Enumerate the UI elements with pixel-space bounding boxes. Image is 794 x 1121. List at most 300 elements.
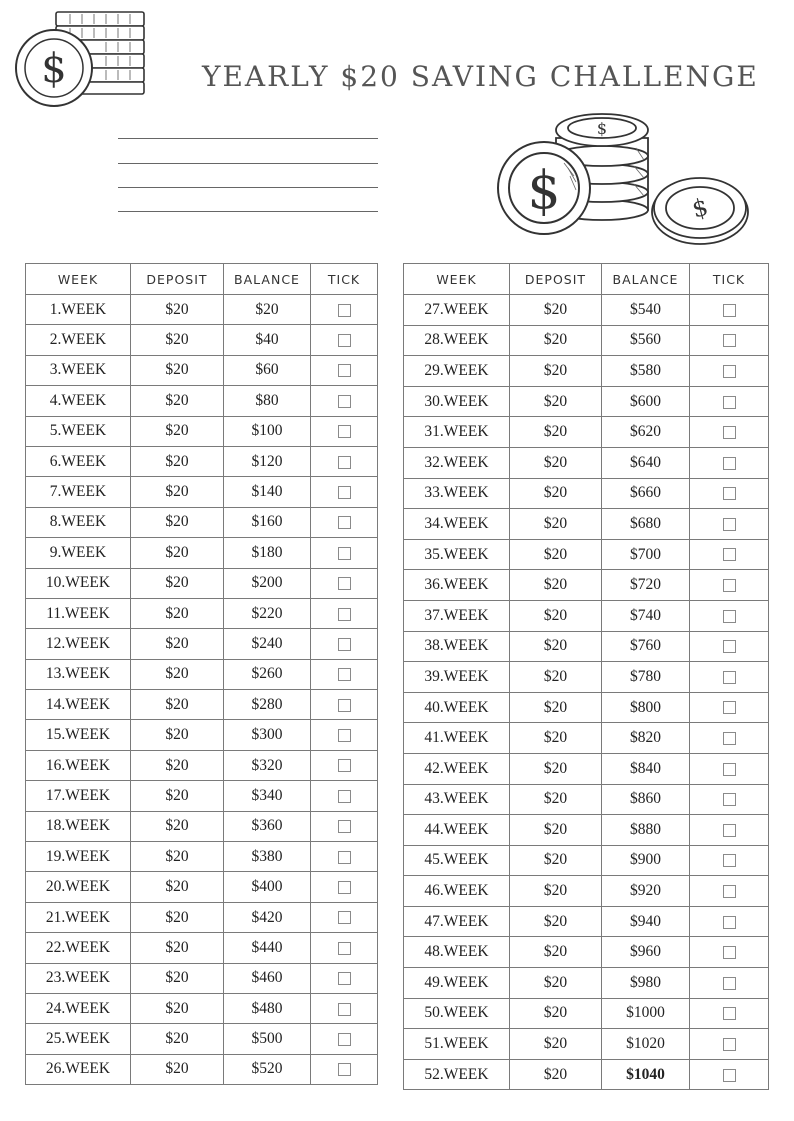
- balance-cell: $380: [224, 842, 311, 872]
- balance-cell: $1020: [602, 1029, 690, 1060]
- deposit-cell: $20: [510, 539, 602, 570]
- balance-cell: $980: [602, 968, 690, 999]
- table-row: [404, 815, 769, 846]
- week-cell: 13.WEEK: [26, 659, 131, 689]
- page-title: YEARLY $20 SAVING CHALLENGE: [202, 60, 759, 93]
- deposit-cell: $20: [131, 507, 224, 537]
- tick-cell: [311, 446, 378, 476]
- tick-cell: [690, 600, 769, 631]
- checkbox-icon[interactable]: [723, 916, 736, 929]
- deposit-cell: $20: [510, 845, 602, 876]
- tick-cell: [690, 570, 769, 601]
- deposit-cell: $20: [131, 568, 224, 598]
- table-row: [404, 325, 769, 356]
- checkbox-icon[interactable]: [723, 1069, 736, 1082]
- week-cell: 6.WEEK: [26, 446, 131, 476]
- table-row: [404, 478, 769, 509]
- tick-cell: [311, 781, 378, 811]
- checkbox-icon[interactable]: [723, 304, 736, 317]
- tick-cell: [690, 937, 769, 968]
- week-header: WEEK: [26, 264, 131, 295]
- balance-cell: $620: [602, 417, 690, 448]
- deposit-cell: $20: [510, 570, 602, 601]
- week-cell: 30.WEEK: [404, 386, 510, 417]
- tick-cell: [311, 811, 378, 841]
- checkbox-icon[interactable]: [723, 396, 736, 409]
- table-row: [26, 750, 378, 780]
- tick-cell: [311, 295, 378, 325]
- week-cell: 27.WEEK: [404, 295, 510, 326]
- week-cell: 4.WEEK: [26, 386, 131, 416]
- deposit-cell: $20: [510, 815, 602, 846]
- checkbox-icon[interactable]: [723, 610, 736, 623]
- deposit-cell: $20: [131, 386, 224, 416]
- week-cell: 9.WEEK: [26, 538, 131, 568]
- table-row: [26, 781, 378, 811]
- deposit-cell: $20: [131, 659, 224, 689]
- checkbox-icon[interactable]: [338, 881, 351, 894]
- tick-cell: [690, 325, 769, 356]
- tick-cell: [690, 662, 769, 693]
- tick-cell: [690, 478, 769, 509]
- deposit-cell: $20: [131, 750, 224, 780]
- tick-cell: [311, 325, 378, 355]
- savings-table-left: [25, 263, 378, 1085]
- tick-cell: [690, 815, 769, 846]
- balance-cell: $680: [602, 509, 690, 540]
- balance-cell: $340: [224, 781, 311, 811]
- checkbox-icon[interactable]: [723, 1038, 736, 1051]
- table-row: [26, 629, 378, 659]
- table-row: [26, 690, 378, 720]
- tick-cell: [311, 933, 378, 963]
- checkbox-icon[interactable]: [338, 395, 351, 408]
- table-row: [404, 662, 769, 693]
- checkbox-icon[interactable]: [723, 487, 736, 500]
- table-row: [404, 784, 769, 815]
- checkbox-icon[interactable]: [723, 977, 736, 990]
- checkbox-icon[interactable]: [338, 1033, 351, 1046]
- balance-cell: $360: [224, 811, 311, 841]
- table-row: [26, 1024, 378, 1054]
- table-row: [26, 902, 378, 932]
- table-row: [404, 723, 769, 754]
- balance-cell: $400: [224, 872, 311, 902]
- checkbox-icon[interactable]: [338, 1063, 351, 1076]
- checkbox-icon[interactable]: [723, 426, 736, 439]
- balance-cell: $300: [224, 720, 311, 750]
- checkbox-icon[interactable]: [338, 304, 351, 317]
- balance-cell: $20: [224, 295, 311, 325]
- tick-cell: [311, 568, 378, 598]
- week-cell: 35.WEEK: [404, 539, 510, 570]
- week-cell: 15.WEEK: [26, 720, 131, 750]
- balance-cell: $540: [602, 295, 690, 326]
- tick-cell: [690, 906, 769, 937]
- tick-cell: [690, 447, 769, 478]
- svg-text:$: $: [596, 119, 608, 138]
- checkbox-icon[interactable]: [338, 851, 351, 864]
- year-field[interactable]: [118, 163, 378, 164]
- balance-cell: $280: [224, 690, 311, 720]
- checkbox-icon[interactable]: [338, 547, 351, 560]
- week-header: WEEK: [404, 264, 510, 295]
- table-row: [26, 598, 378, 628]
- checkbox-icon[interactable]: [723, 824, 736, 837]
- table-row: [404, 447, 769, 478]
- deposit-header: DEPOSIT: [510, 264, 602, 295]
- deposit-cell: $20: [131, 1024, 224, 1054]
- deposit-cell: $20: [510, 447, 602, 478]
- week-cell: 51.WEEK: [404, 1029, 510, 1060]
- coin-stack-icon: [10, 8, 150, 108]
- end-date-field[interactable]: [118, 187, 378, 188]
- table-row: [26, 1054, 378, 1084]
- deposit-cell: $20: [131, 446, 224, 476]
- week-cell: 7.WEEK: [26, 477, 131, 507]
- total-saved-field[interactable]: [118, 211, 378, 212]
- week-cell: 50.WEEK: [404, 998, 510, 1029]
- checkbox-icon[interactable]: [338, 638, 351, 651]
- table-row: [26, 963, 378, 993]
- table-row: [404, 876, 769, 907]
- checkbox-icon[interactable]: [723, 885, 736, 898]
- tick-cell: [311, 386, 378, 416]
- deposit-cell: $20: [510, 723, 602, 754]
- tick-header: TICK: [311, 264, 378, 295]
- deposit-cell: $20: [510, 1029, 602, 1060]
- balance-cell: $40: [224, 325, 311, 355]
- tick-cell: [311, 690, 378, 720]
- deposit-cell: $20: [131, 963, 224, 993]
- week-cell: 11.WEEK: [26, 598, 131, 628]
- tick-cell: [311, 416, 378, 446]
- balance-cell: $920: [602, 876, 690, 907]
- balance-cell: $100: [224, 416, 311, 446]
- checkbox-icon[interactable]: [338, 820, 351, 833]
- tick-header: TICK: [690, 264, 769, 295]
- deposit-cell: $20: [510, 631, 602, 662]
- deposit-cell: $20: [131, 872, 224, 902]
- table-row: [404, 600, 769, 631]
- deposit-cell: $20: [131, 811, 224, 841]
- coins-illustration-icon: [496, 108, 752, 246]
- deposit-cell: $20: [131, 477, 224, 507]
- checkbox-icon[interactable]: [723, 701, 736, 714]
- week-cell: 48.WEEK: [404, 937, 510, 968]
- balance-cell: $260: [224, 659, 311, 689]
- week-cell: 33.WEEK: [404, 478, 510, 509]
- checkbox-icon[interactable]: [723, 518, 736, 531]
- week-cell: 5.WEEK: [26, 416, 131, 446]
- table-row: [404, 417, 769, 448]
- week-cell: 20.WEEK: [26, 872, 131, 902]
- balance-cell: $660: [602, 478, 690, 509]
- checkbox-icon[interactable]: [723, 793, 736, 806]
- tick-cell: [690, 539, 769, 570]
- week-cell: 23.WEEK: [26, 963, 131, 993]
- week-cell: 3.WEEK: [26, 355, 131, 385]
- week-cell: 12.WEEK: [26, 629, 131, 659]
- deposit-cell: $20: [510, 784, 602, 815]
- balance-cell: $580: [602, 356, 690, 387]
- table-row: [26, 720, 378, 750]
- balance-cell: $520: [224, 1054, 311, 1084]
- tick-cell: [311, 477, 378, 507]
- checkbox-icon[interactable]: [723, 548, 736, 561]
- balance-cell: $500: [224, 1024, 311, 1054]
- table-row: [26, 811, 378, 841]
- tick-cell: [311, 842, 378, 872]
- balance-cell: $480: [224, 993, 311, 1023]
- table-row: [26, 659, 378, 689]
- table-row: [404, 1059, 769, 1090]
- balance-cell: $760: [602, 631, 690, 662]
- table-row: [26, 416, 378, 446]
- table-row: [26, 477, 378, 507]
- checkbox-icon[interactable]: [338, 456, 351, 469]
- tick-cell: [311, 1024, 378, 1054]
- balance-cell: $720: [602, 570, 690, 601]
- balance-cell: $1040: [602, 1059, 690, 1090]
- balance-header: BALANCE: [224, 264, 311, 295]
- deposit-cell: $20: [510, 356, 602, 387]
- week-cell: 18.WEEK: [26, 811, 131, 841]
- week-cell: 44.WEEK: [404, 815, 510, 846]
- balance-cell: $180: [224, 538, 311, 568]
- balance-cell: $440: [224, 933, 311, 963]
- checkbox-icon[interactable]: [338, 699, 351, 712]
- week-cell: 22.WEEK: [26, 933, 131, 963]
- table-row: [404, 998, 769, 1029]
- svg-text:$: $: [41, 46, 67, 92]
- week-cell: 34.WEEK: [404, 509, 510, 540]
- table-row: [404, 753, 769, 784]
- table-row: [404, 539, 769, 570]
- week-cell: 25.WEEK: [26, 1024, 131, 1054]
- checkbox-icon[interactable]: [338, 759, 351, 772]
- deposit-cell: $20: [131, 842, 224, 872]
- table-row: [404, 1029, 769, 1060]
- checkbox-icon[interactable]: [723, 854, 736, 867]
- tick-cell: [311, 750, 378, 780]
- balance-cell: $160: [224, 507, 311, 537]
- checkbox-icon[interactable]: [338, 790, 351, 803]
- table-row: [26, 933, 378, 963]
- svg-text:$: $: [527, 161, 561, 221]
- deposit-cell: $20: [510, 386, 602, 417]
- table-row: [26, 446, 378, 476]
- checkbox-icon[interactable]: [723, 671, 736, 684]
- week-cell: 42.WEEK: [404, 753, 510, 784]
- table-row: [404, 631, 769, 662]
- week-cell: 16.WEEK: [26, 750, 131, 780]
- balance-cell: $420: [224, 902, 311, 932]
- tick-cell: [690, 386, 769, 417]
- deposit-cell: $20: [131, 295, 224, 325]
- checkbox-icon[interactable]: [338, 1003, 351, 1016]
- tick-cell: [690, 509, 769, 540]
- table-row: [404, 906, 769, 937]
- tick-cell: [690, 417, 769, 448]
- balance-cell: $220: [224, 598, 311, 628]
- balance-cell: $880: [602, 815, 690, 846]
- checkbox-icon[interactable]: [338, 972, 351, 985]
- checkbox-icon[interactable]: [338, 364, 351, 377]
- tick-cell: [311, 872, 378, 902]
- deposit-cell: $20: [131, 1054, 224, 1084]
- deposit-cell: $20: [131, 993, 224, 1023]
- balance-cell: $80: [224, 386, 311, 416]
- week-cell: 43.WEEK: [404, 784, 510, 815]
- balance-cell: $560: [602, 325, 690, 356]
- table-row: [404, 692, 769, 723]
- checkbox-icon[interactable]: [723, 579, 736, 592]
- deposit-cell: $20: [131, 325, 224, 355]
- tick-cell: [311, 993, 378, 1023]
- deposit-cell: $20: [131, 781, 224, 811]
- deposit-cell: $20: [510, 937, 602, 968]
- table-row: [26, 295, 378, 325]
- deposit-cell: $20: [510, 478, 602, 509]
- deposit-cell: $20: [131, 416, 224, 446]
- deposit-cell: $20: [131, 538, 224, 568]
- checkbox-icon[interactable]: [338, 516, 351, 529]
- checkbox-icon[interactable]: [338, 668, 351, 681]
- checkbox-icon[interactable]: [723, 457, 736, 470]
- balance-cell: $840: [602, 753, 690, 784]
- tick-cell: [690, 845, 769, 876]
- week-cell: 46.WEEK: [404, 876, 510, 907]
- tick-cell: [311, 902, 378, 932]
- table-row: [404, 509, 769, 540]
- tick-cell: [311, 659, 378, 689]
- table-header-row: [404, 264, 769, 295]
- week-cell: 31.WEEK: [404, 417, 510, 448]
- table-row: [404, 356, 769, 387]
- tick-cell: [690, 1059, 769, 1090]
- checkbox-icon[interactable]: [338, 334, 351, 347]
- balance-cell: $60: [224, 355, 311, 385]
- checkbox-icon[interactable]: [723, 640, 736, 653]
- tick-cell: [311, 507, 378, 537]
- tick-cell: [690, 968, 769, 999]
- checkbox-icon[interactable]: [338, 911, 351, 924]
- tick-cell: [311, 538, 378, 568]
- balance-cell: $1000: [602, 998, 690, 1029]
- checkbox-icon[interactable]: [723, 732, 736, 745]
- balance-cell: $700: [602, 539, 690, 570]
- balance-cell: $900: [602, 845, 690, 876]
- table-row: [404, 968, 769, 999]
- table-row: [26, 993, 378, 1023]
- deposit-cell: $20: [131, 598, 224, 628]
- start-date-field[interactable]: [118, 138, 378, 139]
- checkbox-icon[interactable]: [338, 486, 351, 499]
- checkbox-icon[interactable]: [723, 763, 736, 776]
- tick-cell: [690, 876, 769, 907]
- week-cell: 10.WEEK: [26, 568, 131, 598]
- balance-cell: $940: [602, 906, 690, 937]
- deposit-cell: $20: [510, 906, 602, 937]
- deposit-cell: $20: [131, 933, 224, 963]
- table-row: [26, 507, 378, 537]
- week-cell: 39.WEEK: [404, 662, 510, 693]
- table-row: [26, 386, 378, 416]
- week-cell: 26.WEEK: [26, 1054, 131, 1084]
- balance-cell: $200: [224, 568, 311, 598]
- balance-cell: $600: [602, 386, 690, 417]
- balance-cell: $320: [224, 750, 311, 780]
- deposit-cell: $20: [131, 720, 224, 750]
- checkbox-icon[interactable]: [338, 608, 351, 621]
- tick-cell: [690, 295, 769, 326]
- tick-cell: [690, 631, 769, 662]
- week-cell: 41.WEEK: [404, 723, 510, 754]
- deposit-cell: $20: [510, 295, 602, 326]
- deposit-cell: $20: [510, 1059, 602, 1090]
- tick-cell: [690, 753, 769, 784]
- checkbox-icon[interactable]: [338, 729, 351, 742]
- deposit-cell: $20: [510, 753, 602, 784]
- week-cell: 47.WEEK: [404, 906, 510, 937]
- week-cell: 21.WEEK: [26, 902, 131, 932]
- checkbox-icon[interactable]: [723, 334, 736, 347]
- checkbox-icon[interactable]: [723, 946, 736, 959]
- checkbox-icon[interactable]: [723, 365, 736, 378]
- deposit-cell: $20: [131, 355, 224, 385]
- week-cell: 14.WEEK: [26, 690, 131, 720]
- week-cell: 52.WEEK: [404, 1059, 510, 1090]
- table-row: [404, 570, 769, 601]
- checkbox-icon[interactable]: [723, 1007, 736, 1020]
- tick-cell: [690, 1029, 769, 1060]
- balance-cell: $860: [602, 784, 690, 815]
- week-cell: 17.WEEK: [26, 781, 131, 811]
- balance-cell: $820: [602, 723, 690, 754]
- tick-cell: [311, 355, 378, 385]
- table-row: [404, 937, 769, 968]
- checkbox-icon[interactable]: [338, 577, 351, 590]
- tick-cell: [690, 692, 769, 723]
- table-row: [26, 872, 378, 902]
- week-cell: 19.WEEK: [26, 842, 131, 872]
- checkbox-icon[interactable]: [338, 942, 351, 955]
- balance-cell: $140: [224, 477, 311, 507]
- week-cell: 8.WEEK: [26, 507, 131, 537]
- deposit-cell: $20: [510, 600, 602, 631]
- tick-cell: [311, 598, 378, 628]
- week-cell: 36.WEEK: [404, 570, 510, 601]
- deposit-header: DEPOSIT: [131, 264, 224, 295]
- balance-cell: $120: [224, 446, 311, 476]
- tick-cell: [311, 963, 378, 993]
- table-header-row: [26, 264, 378, 295]
- checkbox-icon[interactable]: [338, 425, 351, 438]
- balance-header: BALANCE: [602, 264, 690, 295]
- table-row: [26, 568, 378, 598]
- week-cell: 49.WEEK: [404, 968, 510, 999]
- week-cell: 38.WEEK: [404, 631, 510, 662]
- week-cell: 45.WEEK: [404, 845, 510, 876]
- deposit-cell: $20: [510, 998, 602, 1029]
- deposit-cell: $20: [131, 690, 224, 720]
- table-row: [26, 325, 378, 355]
- tick-cell: [690, 784, 769, 815]
- balance-cell: $460: [224, 963, 311, 993]
- deposit-cell: $20: [510, 325, 602, 356]
- deposit-cell: $20: [131, 629, 224, 659]
